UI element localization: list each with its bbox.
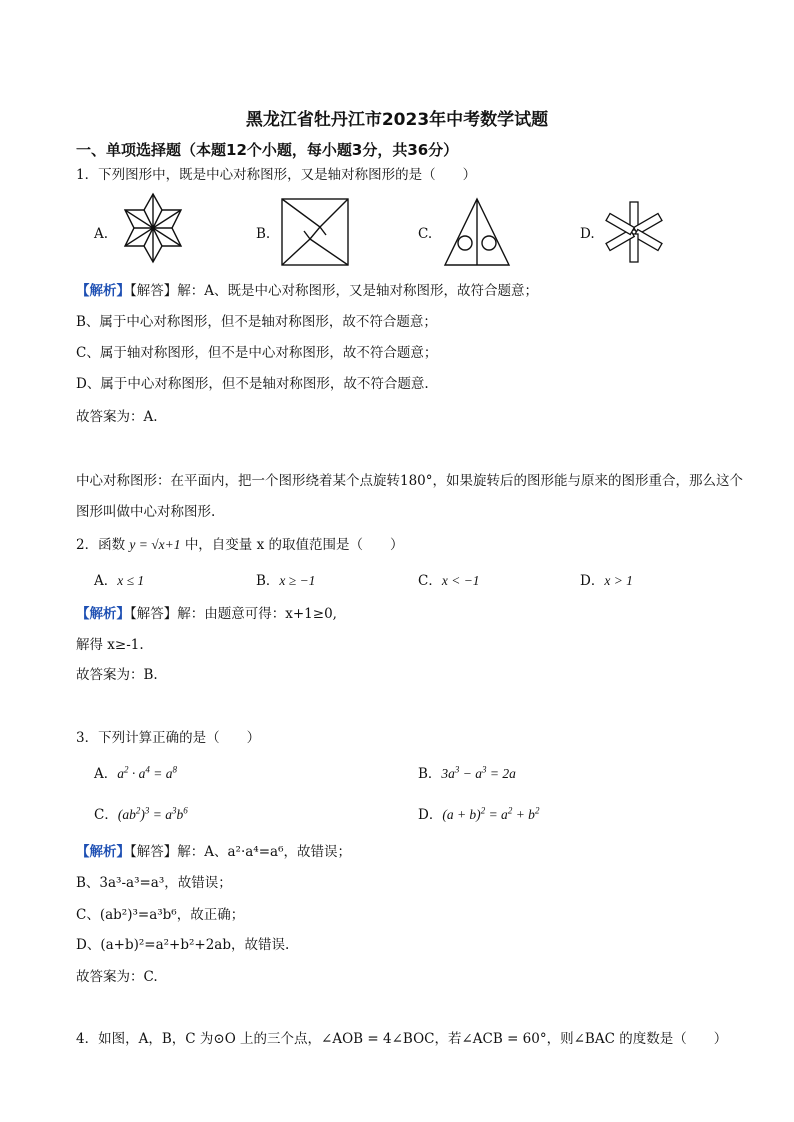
q1-answer-line: 故答案为：A. [76, 409, 158, 425]
option-text: x ≥ −1 [279, 573, 316, 588]
q2-option-b [256, 572, 315, 590]
option-text: x > 1 [604, 573, 633, 588]
option-text: x < −1 [441, 573, 480, 588]
option-text: $a^2 \cdot a^4 = a^8$ [117, 764, 177, 781]
option-letter: A． [94, 766, 118, 782]
option-text: $(a + b)^2 = a^2 + b^2$ [442, 805, 540, 822]
q3-option-d [418, 806, 539, 824]
q1-answer-first-line [76, 282, 538, 300]
q1-figure-d-pinwheel-icon [604, 200, 664, 264]
q1-note: 中心对称图形：在平面内，把一个图形绕着某个点旋转180°，如果旋转后的图形能与原来的图形重合，那么这个图形叫做中心对称图形. [76, 473, 744, 520]
q3-option-b [418, 765, 516, 783]
page-title: 黑龙江省牡丹江市2023年中考数学试题 [245, 110, 549, 130]
q2-function: y = √x+1 [129, 537, 181, 552]
q1-option-c-label: C. [418, 226, 433, 242]
q1-option-a-label: A. [94, 226, 109, 242]
q4-stem: 4．如图，A，B，C 为⊙O 上的三个点，∠AOB = 4∠BOC，若∠ACB = 60°，则∠BAC 的度数是（ ） [76, 1031, 728, 1047]
section-heading: 一、单项选择题（本题12个小题，每小题3分，共36分） [76, 141, 459, 159]
q3-option-a [94, 765, 177, 783]
q1-answer-line: B、属于中心对称图形，但不是轴对称图形，故不符合题意； [76, 314, 437, 330]
option-letter: C． [418, 573, 442, 589]
q3-answer-line: 【解答】解：A、a²·a⁴=a⁶，故错误； [130, 844, 351, 860]
q2-option-c [418, 572, 480, 590]
q2-answer-line: 故答案为：B. [76, 667, 158, 683]
q1-stem: 1．下列图形中，既是中心对称图形，又是轴对称图形的是（ ） [76, 167, 477, 183]
option-letter: C． [94, 807, 118, 823]
option-letter: D． [580, 573, 605, 589]
option-text: $(ab^2)^3 = a^3b^6$ [117, 805, 188, 822]
q1-figure-b-square-icon [280, 197, 350, 267]
analysis-tag: 【解析】 [76, 606, 130, 622]
option-text: $3a^3 - a^3 = 2a$ [441, 764, 516, 781]
q2-answer-first-line [76, 605, 337, 623]
q2-stem-pre: 2．函数 [76, 537, 126, 553]
q1-option-b-label: B. [256, 226, 271, 242]
option-text: x ≤ 1 [117, 573, 145, 588]
q3-stem: 3．下列计算正确的是（ ） [76, 730, 261, 746]
q3-answer-first-line [76, 843, 351, 861]
q3-option-c [94, 806, 188, 824]
q1-answer-line: D、属于中心对称图形，但不是轴对称图形，故不符合题意. [76, 376, 429, 392]
q3-answer-line: C、(ab²)³=a³b⁶，故正确； [76, 907, 245, 923]
q1-option-d-label: D. [580, 226, 595, 242]
q2-stem-post: 中，自变量 x 的取值范围是（ ） [184, 537, 404, 553]
q2-stem [76, 536, 404, 554]
analysis-tag: 【解析】 [76, 844, 130, 860]
option-letter: A． [94, 573, 118, 589]
q1-figure-c-triangle-icon [443, 197, 511, 267]
option-letter: B． [418, 766, 442, 782]
analysis-tag: 【解析】 [76, 283, 130, 299]
option-letter: D． [418, 807, 443, 823]
q3-answer-line: B、3a³-a³=a³，故错误； [76, 875, 232, 891]
q2-option-d [580, 572, 633, 590]
option-letter: B． [256, 573, 280, 589]
q2-answer-line: 【解答】解：由题意可得：x+1≥0, [130, 606, 337, 622]
q1-answer-line: 【解答】解：A、既是中心对称图形，又是轴对称图形，故符合题意； [130, 283, 538, 299]
q3-answer-line: 故答案为：C. [76, 969, 158, 985]
q2-answer-line: 解得 x≥-1. [76, 637, 144, 653]
q3-answer-line: D、(a+b)²=a²+b²+2ab，故错误. [76, 937, 290, 953]
q1-answer-line: C、属于轴对称图形，但不是中心对称图形，故不符合题意； [76, 345, 438, 361]
q2-option-a [94, 572, 144, 590]
q1-figure-a-star-icon [118, 192, 188, 264]
